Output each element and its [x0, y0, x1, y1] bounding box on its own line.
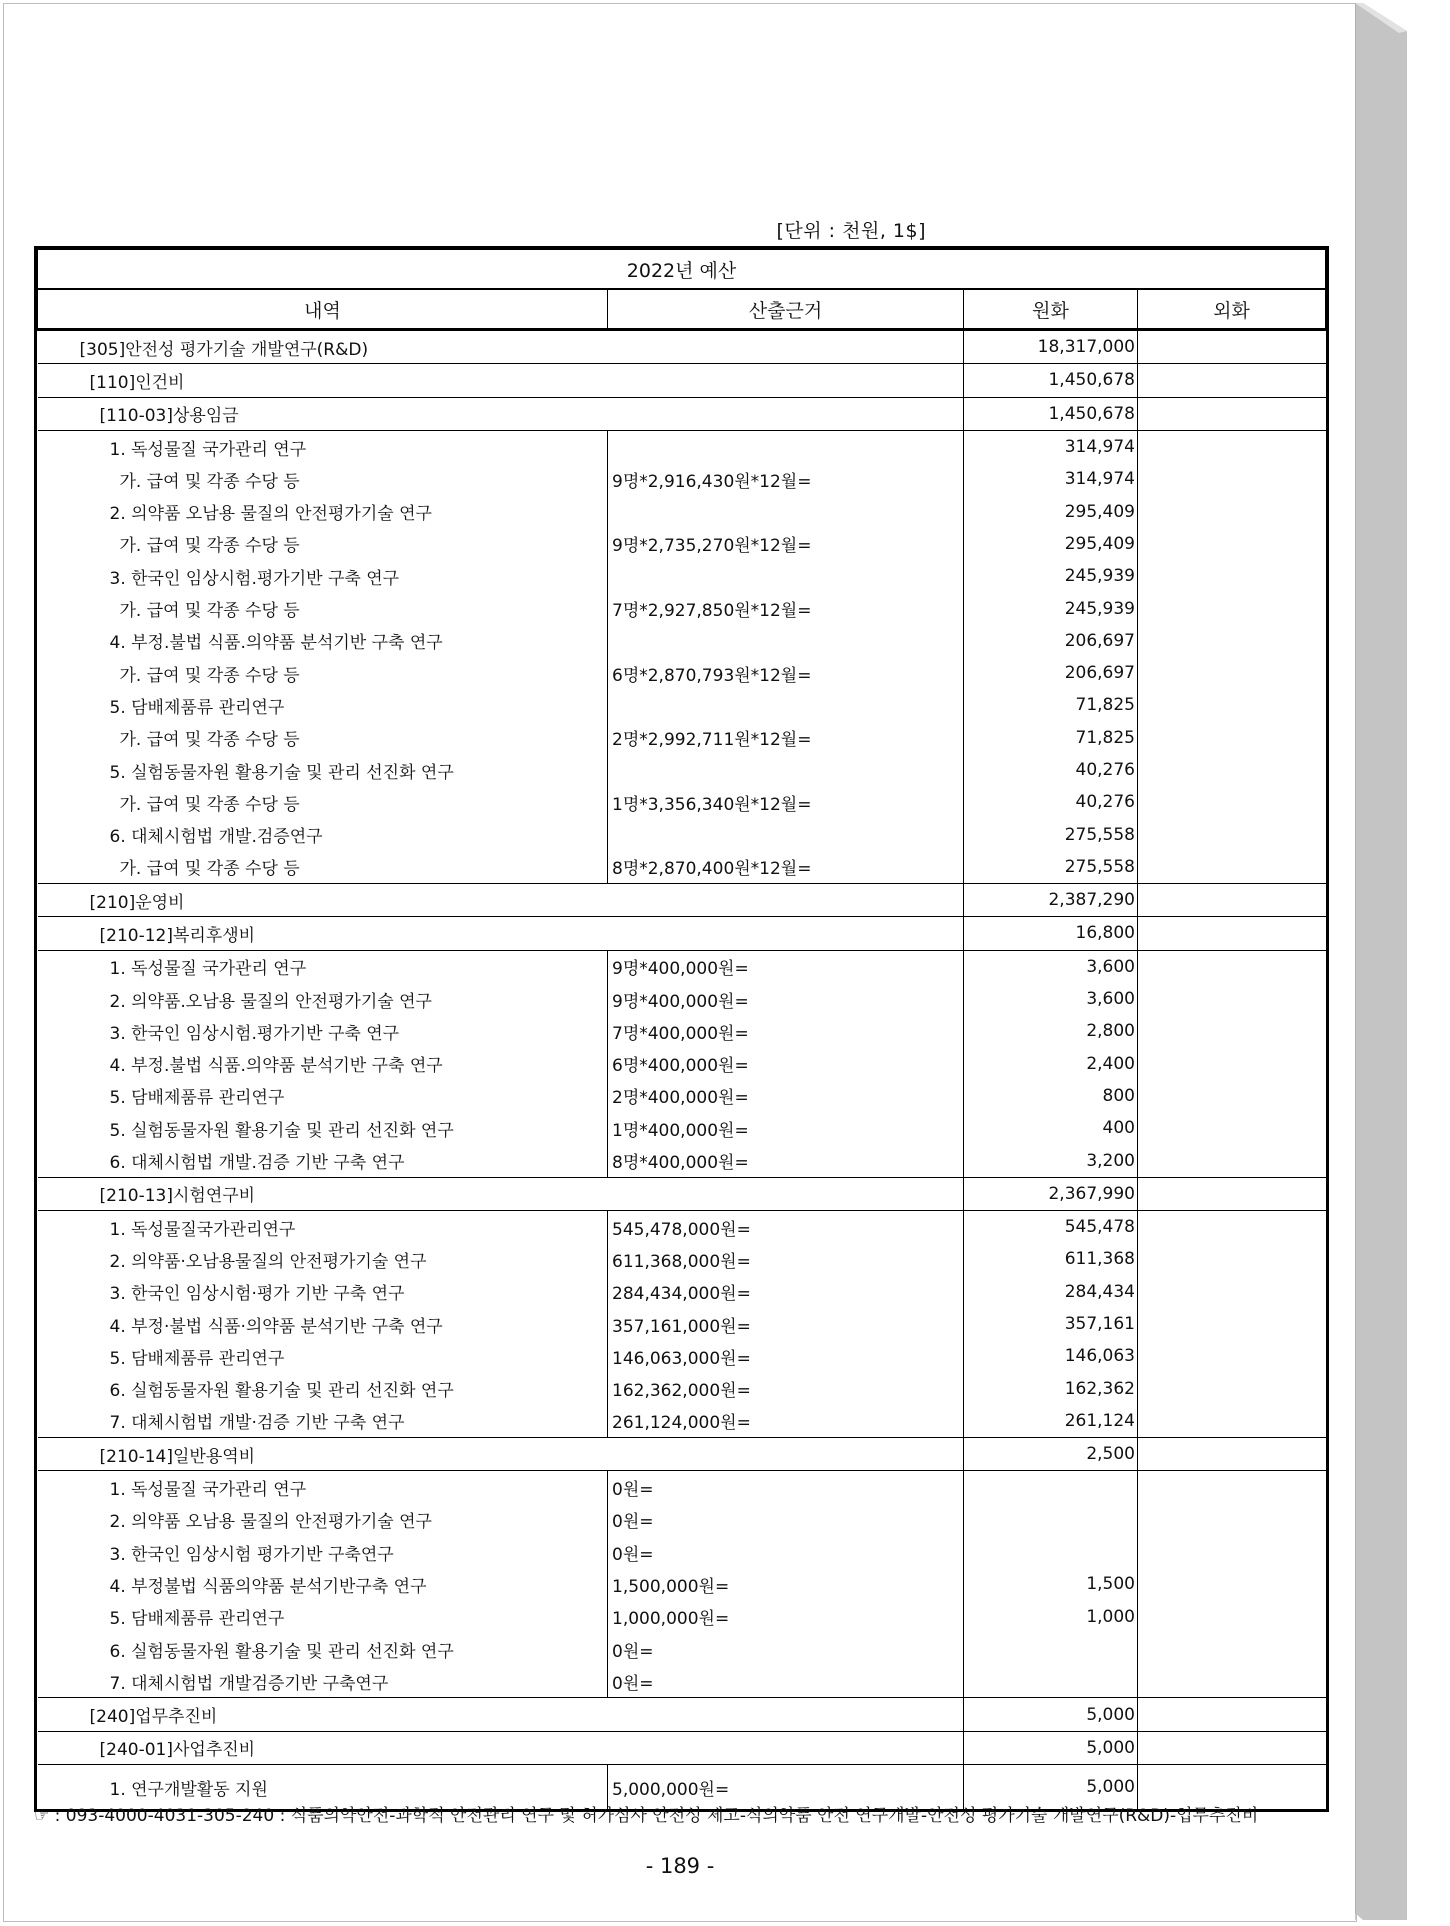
row-krw-amount: 1,450,678 [964, 364, 1138, 397]
row-basis: 357,161,000원= [608, 1308, 964, 1340]
row-fx-amount [1138, 1698, 1326, 1731]
row-krw-amount: 5,000 [964, 1765, 1138, 1810]
row-label: 4. 부정불법 식품의약품 분석기반구축 연구 [38, 1568, 608, 1600]
row-basis: 7명*2,927,850원*12월= [608, 592, 964, 624]
budget-item-row [38, 625, 1326, 657]
row-krw-amount: 5,000 [964, 1698, 1138, 1731]
budget-item-row [38, 528, 1326, 560]
row-fx-amount [1138, 560, 1326, 592]
row-fx-amount [1138, 1405, 1326, 1438]
budget-category-row [38, 1438, 1326, 1471]
column-header-item: 내역 [38, 289, 608, 330]
budget-item-row [38, 983, 1326, 1015]
budget-category-row [38, 364, 1326, 397]
budget-item-row [38, 1665, 1326, 1698]
row-basis [608, 560, 964, 592]
row-krw-amount [964, 1504, 1138, 1536]
row-krw-amount [964, 1536, 1138, 1568]
row-fx-amount [1138, 430, 1326, 463]
row-krw-amount: 261,124 [964, 1405, 1138, 1438]
row-fx-amount [1138, 1144, 1326, 1177]
row-fx-amount [1138, 1015, 1326, 1047]
row-basis: 1,000,000원= [608, 1601, 964, 1633]
row-krw-amount: 40,276 [964, 786, 1138, 818]
row-fx-amount [1138, 1373, 1326, 1405]
row-label: [240-01]사업추진비 [38, 1731, 964, 1764]
row-label: 5. 실험동물자원 활용기술 및 관리 선진화 연구 [38, 754, 608, 786]
row-basis: 9명*400,000원= [608, 983, 964, 1015]
row-fx-amount [1138, 1438, 1326, 1471]
row-fx-amount [1138, 1177, 1326, 1210]
table-body [38, 330, 1326, 1810]
row-fx-amount [1138, 722, 1326, 754]
row-fx-amount [1138, 1308, 1326, 1340]
unit-note: [단위 : 천원, 1$] [776, 220, 926, 242]
row-fx-amount [1138, 851, 1326, 884]
row-label: 가. 급여 및 각종 수당 등 [38, 722, 608, 754]
document-page [3, 3, 1357, 1922]
row-fx-amount [1138, 1504, 1326, 1536]
row-krw-amount: 1,000 [964, 1601, 1138, 1633]
row-label: 2. 의약품 오남용 물질의 안전평가기술 연구 [38, 1504, 608, 1536]
row-fx-amount [1138, 495, 1326, 527]
row-label: 1. 독성물질국가관리연구 [38, 1211, 608, 1244]
row-label: 5. 담배제품류 관리연구 [38, 1601, 608, 1633]
row-label: 가. 급여 및 각종 수당 등 [38, 528, 608, 560]
row-label: 2. 의약품.오남용 물질의 안전평가기술 연구 [38, 983, 608, 1015]
row-fx-amount [1138, 818, 1326, 850]
row-krw-amount: 1,450,678 [964, 397, 1138, 430]
table-title: 2022년 예산 [38, 250, 1326, 290]
row-basis: 2명*2,992,711원*12월= [608, 722, 964, 754]
row-krw-amount: 40,276 [964, 754, 1138, 786]
row-basis: 162,362,000원= [608, 1373, 964, 1405]
row-label: [240]업무추진비 [38, 1698, 964, 1731]
row-krw-amount: 5,000 [964, 1731, 1138, 1764]
budget-item-row [38, 657, 1326, 689]
row-basis: 5,000,000원= [608, 1765, 964, 1810]
row-basis [608, 818, 964, 850]
budget-category-row [38, 1698, 1326, 1731]
row-fx-amount [1138, 1112, 1326, 1144]
budget-item-row [38, 1015, 1326, 1047]
row-basis: 0원= [608, 1665, 964, 1698]
row-label: [110]인건비 [38, 364, 964, 397]
row-label: 3. 한국인 임상시험.평가기반 구축 연구 [38, 1015, 608, 1047]
row-fx-amount [1138, 463, 1326, 495]
row-krw-amount: 2,367,990 [964, 1177, 1138, 1210]
row-krw-amount: 206,697 [964, 657, 1138, 689]
budget-item-row [38, 1340, 1326, 1372]
row-krw-amount: 295,409 [964, 528, 1138, 560]
budget-item-row [38, 1211, 1326, 1244]
row-label: 4. 부정.불법 식품.의약품 분석기반 구축 연구 [38, 1048, 608, 1080]
budget-item-row [38, 722, 1326, 754]
budget-item-row [38, 1536, 1326, 1568]
row-fx-amount [1138, 1211, 1326, 1244]
row-label: 1. 독성물질 국가관리 연구 [38, 430, 608, 463]
row-krw-amount: 2,387,290 [964, 884, 1138, 917]
budget-item-row [38, 1048, 1326, 1080]
row-label: 5. 담배제품류 관리연구 [38, 689, 608, 721]
row-fx-amount [1138, 1633, 1326, 1665]
row-fx-amount [1138, 657, 1326, 689]
row-label: 1. 연구개발활동 지원 [38, 1765, 608, 1810]
row-fx-amount [1138, 1601, 1326, 1633]
row-label: [210-14]일반용역비 [38, 1438, 964, 1471]
row-basis: 0원= [608, 1471, 964, 1504]
row-fx-amount [1138, 1471, 1326, 1504]
budget-table [34, 246, 1329, 1812]
row-label: 1. 독성물질 국가관리 연구 [38, 950, 608, 983]
row-label: 가. 급여 및 각종 수당 등 [38, 657, 608, 689]
row-krw-amount: 16,800 [964, 917, 1138, 950]
budget-item-row [38, 1243, 1326, 1275]
column-header-basis: 산출근거 [608, 289, 964, 330]
row-basis: 0원= [608, 1504, 964, 1536]
row-label: 6. 대체시험법 개발.검증 기반 구축 연구 [38, 1144, 608, 1177]
row-fx-amount [1138, 689, 1326, 721]
row-krw-amount: 206,697 [964, 625, 1138, 657]
row-fx-amount [1138, 528, 1326, 560]
row-basis [608, 495, 964, 527]
row-fx-amount [1138, 917, 1326, 950]
row-label: [110-03]상용임금 [38, 397, 964, 430]
row-krw-amount: 146,063 [964, 1340, 1138, 1372]
budget-item-row [38, 1276, 1326, 1308]
row-basis: 611,368,000원= [608, 1243, 964, 1275]
budget-category-row [38, 917, 1326, 950]
row-krw-amount: 1,500 [964, 1568, 1138, 1600]
row-label: 3. 한국인 임상시험 평가기반 구축연구 [38, 1536, 608, 1568]
row-fx-amount [1138, 786, 1326, 818]
row-krw-amount [964, 1665, 1138, 1698]
row-label: 6. 실험동물자원 활용기술 및 관리 선진화 연구 [38, 1373, 608, 1405]
row-fx-amount [1138, 1536, 1326, 1568]
row-fx-amount [1138, 884, 1326, 917]
row-fx-amount [1138, 625, 1326, 657]
page-number: - 189 - [645, 1854, 715, 1878]
row-label: [210-13]시험연구비 [38, 1177, 964, 1210]
row-fx-amount [1138, 330, 1326, 364]
budget-category-row [38, 884, 1326, 917]
row-basis: 261,124,000원= [608, 1405, 964, 1438]
page-edge-shadow [1355, 3, 1407, 1920]
column-header-fx: 외화 [1138, 289, 1326, 330]
row-krw-amount: 2,400 [964, 1048, 1138, 1080]
row-krw-amount: 245,939 [964, 560, 1138, 592]
row-fx-amount [1138, 592, 1326, 624]
row-basis: 146,063,000원= [608, 1340, 964, 1372]
budget-item-row [38, 818, 1326, 850]
budget-code-footnote: ☞ : 093-4000-4031-305-240 : 식품의약안전-과학적 안전관리 연구 및 허가심사 안전성 제고-식의약품 안전 연구개발-안전성 평가기술 개발연구(R&D)-업무추진비 [34, 1806, 1259, 1826]
row-label: 가. 급여 및 각종 수당 등 [38, 786, 608, 818]
budget-item-row [38, 1405, 1326, 1438]
budget-item-row [38, 1471, 1326, 1504]
budget-item-row [38, 1601, 1326, 1633]
row-krw-amount: 71,825 [964, 722, 1138, 754]
budget-item-row [38, 1112, 1326, 1144]
row-label: 4. 부정·불법 식품·의약품 분석기반 구축 연구 [38, 1308, 608, 1340]
row-fx-amount [1138, 1276, 1326, 1308]
row-krw-amount: 800 [964, 1080, 1138, 1112]
row-basis: 1명*3,356,340원*12월= [608, 786, 964, 818]
budget-item-row [38, 1373, 1326, 1405]
budget-category-row [38, 397, 1326, 430]
budget-item-row [38, 1568, 1326, 1600]
row-krw-amount: 3,200 [964, 1144, 1138, 1177]
row-label: 1. 독성물질 국가관리 연구 [38, 1471, 608, 1504]
row-fx-amount [1138, 1243, 1326, 1275]
row-label: [210]운영비 [38, 884, 964, 917]
budget-item-row [38, 560, 1326, 592]
budget-item-row [38, 786, 1326, 818]
row-basis: 9명*2,916,430원*12월= [608, 463, 964, 495]
row-label: 5. 담배제품류 관리연구 [38, 1340, 608, 1372]
row-label: 5. 담배제품류 관리연구 [38, 1080, 608, 1112]
row-label: 2. 의약품·오남용물질의 안전평가기술 연구 [38, 1243, 608, 1275]
row-krw-amount [964, 1471, 1138, 1504]
row-basis: 1명*400,000원= [608, 1112, 964, 1144]
row-basis: 8명*2,870,400원*12월= [608, 851, 964, 884]
row-basis: 7명*400,000원= [608, 1015, 964, 1047]
budget-item-row [38, 495, 1326, 527]
budget-item-row [38, 1144, 1326, 1177]
budget-category-row [38, 1731, 1326, 1764]
row-krw-amount: 295,409 [964, 495, 1138, 527]
row-krw-amount: 357,161 [964, 1308, 1138, 1340]
row-krw-amount [964, 1633, 1138, 1665]
row-krw-amount: 3,600 [964, 950, 1138, 983]
budget-item-row [38, 1080, 1326, 1112]
row-krw-amount: 275,558 [964, 818, 1138, 850]
row-fx-amount [1138, 1340, 1326, 1372]
row-krw-amount: 3,600 [964, 983, 1138, 1015]
budget-item-row [38, 430, 1326, 463]
row-krw-amount: 284,434 [964, 1276, 1138, 1308]
row-krw-amount: 245,939 [964, 592, 1138, 624]
row-krw-amount: 545,478 [964, 1211, 1138, 1244]
budget-category-row [38, 330, 1326, 364]
row-fx-amount [1138, 1665, 1326, 1698]
budget-item-row [38, 689, 1326, 721]
row-basis: 2명*400,000원= [608, 1080, 964, 1112]
row-basis: 8명*400,000원= [608, 1144, 964, 1177]
row-fx-amount [1138, 1048, 1326, 1080]
row-label: 7. 대체시험법 개발·검증 기반 구축 연구 [38, 1405, 608, 1438]
budget-item-row [38, 950, 1326, 983]
row-label: 가. 급여 및 각종 수당 등 [38, 592, 608, 624]
row-fx-amount [1138, 754, 1326, 786]
row-krw-amount: 2,800 [964, 1015, 1138, 1047]
budget-item-row [38, 851, 1326, 884]
row-basis: 6명*400,000원= [608, 1048, 964, 1080]
row-label: [305]안전성 평가기술 개발연구(R&D) [38, 330, 964, 364]
row-krw-amount: 18,317,000 [964, 330, 1138, 364]
row-krw-amount: 314,974 [964, 430, 1138, 463]
budget-item-row [38, 1504, 1326, 1536]
row-label: 가. 급여 및 각종 수당 등 [38, 851, 608, 884]
row-label: 가. 급여 및 각종 수당 등 [38, 463, 608, 495]
row-basis [608, 430, 964, 463]
row-label: 6. 대체시험법 개발.검증연구 [38, 818, 608, 850]
row-label: [210-12]복리후생비 [38, 917, 964, 950]
row-basis: 0원= [608, 1633, 964, 1665]
budget-category-row [38, 1177, 1326, 1210]
budget-item-row [38, 592, 1326, 624]
row-krw-amount: 400 [964, 1112, 1138, 1144]
row-label: 3. 한국인 임상시험.평가기반 구축 연구 [38, 560, 608, 592]
row-krw-amount: 314,974 [964, 463, 1138, 495]
row-krw-amount: 611,368 [964, 1243, 1138, 1275]
row-basis: 1,500,000원= [608, 1568, 964, 1600]
row-label: 3. 한국인 임상시험·평가 기반 구축 연구 [38, 1276, 608, 1308]
row-label: 4. 부정.불법 식품.의약품 분석기반 구축 연구 [38, 625, 608, 657]
row-krw-amount: 71,825 [964, 689, 1138, 721]
row-basis: 9명*2,735,270원*12월= [608, 528, 964, 560]
budget-item-row [38, 463, 1326, 495]
row-basis: 284,434,000원= [608, 1276, 964, 1308]
row-basis: 545,478,000원= [608, 1211, 964, 1244]
row-label: 5. 실험동물자원 활용기술 및 관리 선진화 연구 [38, 1112, 608, 1144]
row-fx-amount [1138, 950, 1326, 983]
row-krw-amount: 2,500 [964, 1438, 1138, 1471]
row-basis [608, 689, 964, 721]
row-basis [608, 754, 964, 786]
row-label: 2. 의약품 오남용 물질의 안전평가기술 연구 [38, 495, 608, 527]
row-fx-amount [1138, 364, 1326, 397]
row-basis [608, 625, 964, 657]
row-basis: 0원= [608, 1536, 964, 1568]
budget-item-row [38, 1633, 1326, 1665]
row-label: 6. 실험동물자원 활용기술 및 관리 선진화 연구 [38, 1633, 608, 1665]
row-fx-amount [1138, 1568, 1326, 1600]
column-header-krw: 원화 [964, 289, 1138, 330]
row-fx-amount [1138, 1731, 1326, 1764]
row-krw-amount: 275,558 [964, 851, 1138, 884]
budget-item-row [38, 754, 1326, 786]
row-basis: 9명*400,000원= [608, 950, 964, 983]
row-krw-amount: 162,362 [964, 1373, 1138, 1405]
budget-item-row [38, 1308, 1326, 1340]
row-basis: 6명*2,870,793원*12월= [608, 657, 964, 689]
row-fx-amount [1138, 397, 1326, 430]
row-fx-amount [1138, 1080, 1326, 1112]
row-label: 7. 대체시험법 개발검증기반 구축연구 [38, 1665, 608, 1698]
row-fx-amount [1138, 983, 1326, 1015]
